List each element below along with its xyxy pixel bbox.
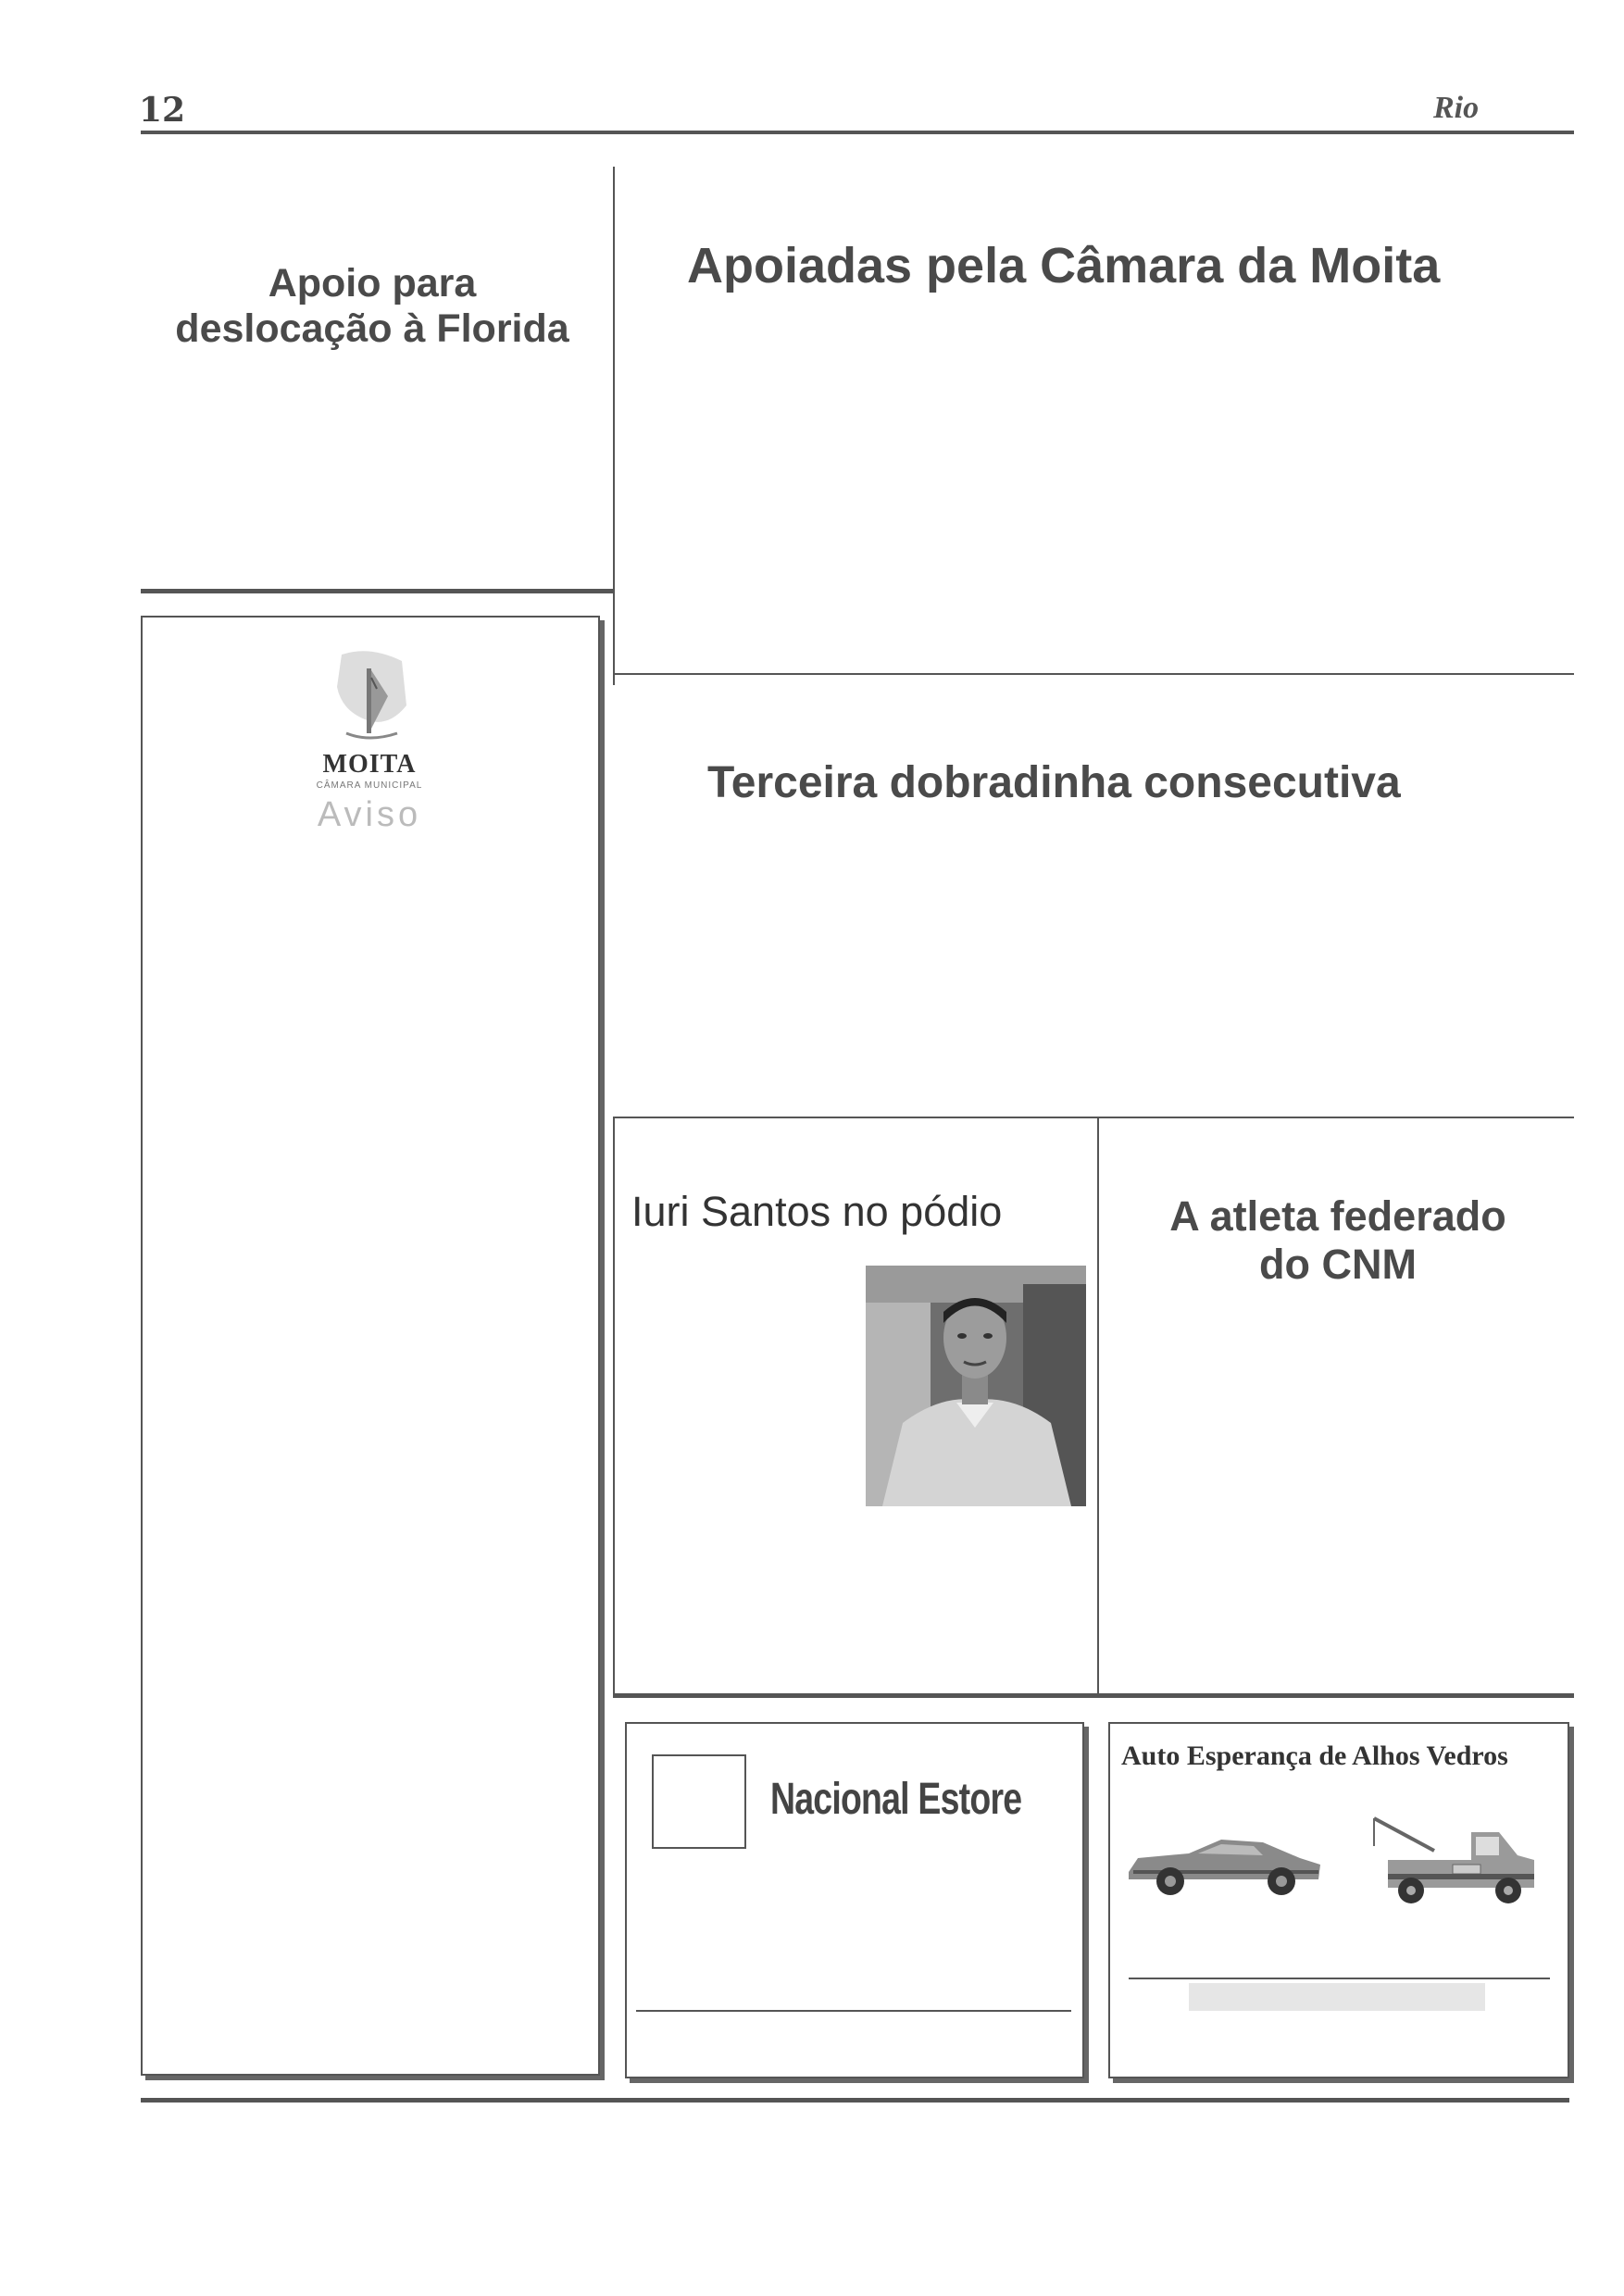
nacional-bottom-line [636, 2010, 1071, 2012]
ad-auto-title: Auto Esperança de Alhos Vedros [1121, 1741, 1508, 1771]
headline-florida-line2: deslocação à Florida [175, 306, 569, 352]
moita-logo-subtitle: CÂMARA MUNICIPAL [316, 780, 423, 791]
iuri-section-bottom-rule [613, 1693, 1574, 1698]
headline-atleta-line1: A atleta federado [1169, 1192, 1506, 1240]
tow-truck-icon [1369, 1809, 1541, 1911]
moita-logo-name: MOITA [322, 750, 417, 779]
page-bottom-rule [141, 2098, 1569, 2103]
ad-nacional-title: Nacional Estore [770, 1775, 1022, 1824]
notice-title: Aviso [317, 795, 422, 834]
iuri-atleta-divider [1097, 1117, 1099, 1695]
headline-florida-line1: Apoio para [268, 261, 477, 306]
headline-atleta [1106, 1192, 1569, 1289]
column-divider [613, 167, 615, 685]
nacional-logo-placeholder [652, 1754, 746, 1849]
notice-box [141, 616, 600, 2076]
sports-car-icon [1124, 1826, 1328, 1900]
auto-bottom-line [1129, 1978, 1550, 1979]
iuri-left-border [613, 1117, 615, 1695]
auto-contact-strip [1189, 1983, 1485, 2011]
dobradinha-top-rule [613, 673, 1574, 675]
ad-auto-esperanca [1108, 1722, 1569, 2078]
headline-florida [141, 261, 604, 353]
headline-moita-support: Apoiadas pela Câmara da Moita [687, 238, 1441, 293]
headline-dobradinha: Terceira dobradinha consecutiva [707, 758, 1401, 807]
page-number: 12 [139, 91, 186, 130]
florida-bottom-rule [141, 589, 614, 593]
headline-atleta-line2: do CNM [1259, 1240, 1417, 1288]
newspaper-brand: Rio [1433, 91, 1480, 125]
ad-nacional-estore [625, 1722, 1084, 2078]
iuri-section-top-rule [613, 1117, 1574, 1118]
iuri-photo [866, 1266, 1086, 1506]
moita-logo-icon [323, 641, 416, 752]
headline-iuri: Iuri Santos no pódio [631, 1188, 1003, 1235]
header-rule [141, 131, 1574, 134]
